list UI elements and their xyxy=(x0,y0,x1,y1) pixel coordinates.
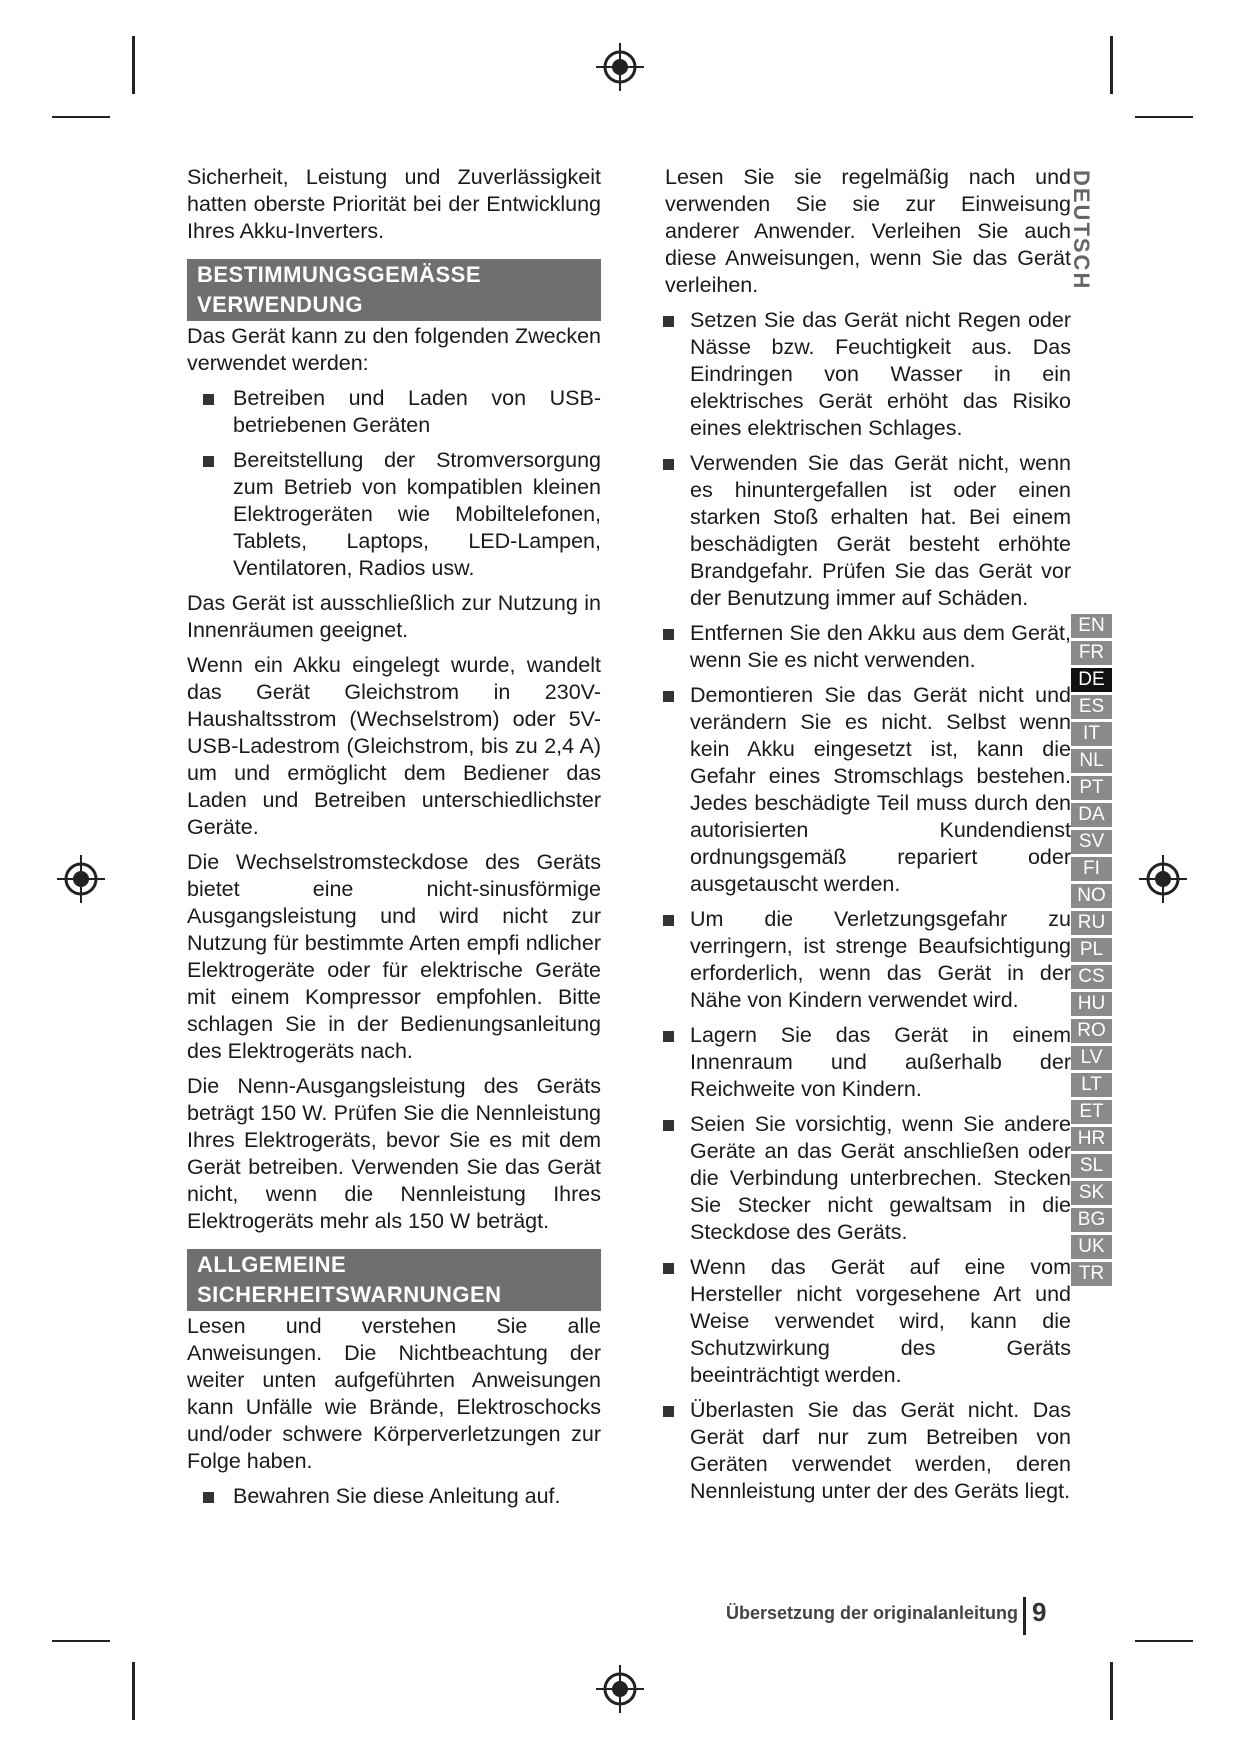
square-bullet-icon xyxy=(663,629,674,640)
language-tab-nl[interactable]: NL xyxy=(1071,749,1112,773)
language-tabs xyxy=(1071,614,1112,1289)
crop-mark xyxy=(132,36,135,94)
square-bullet-icon xyxy=(663,915,674,926)
language-tab-hu[interactable]: HU xyxy=(1071,992,1112,1016)
list-item: Setzen Sie das Gerät nicht Regen oder Nässe bzw. Feuchtigkeit aus. Das Eindringen von Wasser in ein elektrisches Gerät erhöht das Risiko eines elektrischen Schlages. xyxy=(690,307,1071,442)
crop-mark xyxy=(1110,36,1113,94)
square-bullet-icon xyxy=(663,1263,674,1274)
language-tab-fr[interactable]: FR xyxy=(1071,641,1112,665)
crop-mark xyxy=(1135,1640,1193,1642)
list-item: Bewahren Sie diese Anleitung auf. xyxy=(233,1483,601,1510)
registration-mark-icon xyxy=(596,43,644,91)
language-tab-cs[interactable]: CS xyxy=(1071,965,1112,989)
paragraph: Die Wechselstromsteckdose des Geräts bietet eine nicht-sinusförmige Ausgangsleistung und wird nicht zur Nutzung für bestimmte Arten empfi ndlicher Elektrogeräte oder für elektrische Geräte mit einem Kompressor empfohlen. Bitte schlagen Sie in der Bedienungsanleitung des Elektrogeräts nach. xyxy=(187,850,601,1063)
language-tab-es[interactable]: ES xyxy=(1071,695,1112,719)
language-tab-bg[interactable]: BG xyxy=(1071,1208,1112,1232)
intro-paragraph: Sicherheit, Leistung und Zuverlässigkeit hatten oberste Priorität bei der Entwicklung Ihres Akku-Inverters. xyxy=(187,165,601,243)
language-tab-lv[interactable]: LV xyxy=(1071,1046,1112,1070)
section-heading-intended-use: BESTIMMUNGSGEMÄSSE VERWENDUNG xyxy=(187,259,601,321)
registration-mark-icon xyxy=(1139,855,1187,903)
language-tab-ro[interactable]: RO xyxy=(1071,1019,1112,1043)
registration-mark-icon xyxy=(596,1665,644,1713)
right-column xyxy=(665,164,1071,1513)
language-tab-et[interactable]: ET xyxy=(1071,1100,1112,1124)
crop-mark xyxy=(1135,116,1193,118)
crop-mark xyxy=(52,1640,110,1642)
list-item: Seien Sie vorsichtig, wenn Sie andere Geräte an das Gerät anschließen oder die Verbindung unterbrechen. Stecken Sie Stecker nicht gewaltsam in die Steckdose des Geräts. xyxy=(690,1111,1071,1246)
continuation-paragraph: Lesen Sie sie regelmäßig nach und verwenden Sie sie zur Einweisung anderer Anwender. Verleihen Sie auch diese Anweisungen, wenn Sie das Gerät verleihen. xyxy=(665,165,1071,297)
language-tab-sk[interactable]: SK xyxy=(1071,1181,1112,1205)
paragraph: Wenn ein Akku eingelegt wurde, wandelt das Gerät Gleichstrom in 230V-Haushaltsstrom (Wechselstrom) oder 5V-USB-Ladestrom (Gleichstrom, bis zu 2,4 A) um und ermöglicht dem Bediener das Laden und Betreiben unterschiedlichster Geräte. xyxy=(187,653,601,839)
page-number: 9 xyxy=(1032,1597,1047,1627)
language-tab-pl[interactable]: PL xyxy=(1071,938,1112,962)
crop-mark xyxy=(132,1662,135,1720)
language-tab-de[interactable]: DE xyxy=(1071,668,1112,692)
list-item: Überlasten Sie das Gerät nicht. Das Gerät darf nur zum Betreiben von Geräten verwendet werden, deren Nennleistung unter der des Geräts liegt. xyxy=(690,1397,1071,1505)
language-tab-it[interactable]: IT xyxy=(1071,722,1112,746)
list-item: Betreiben und Laden von USB-betriebenen Geräten xyxy=(233,385,601,439)
paragraph: Das Gerät ist ausschließlich zur Nutzung in Innenräumen geeignet. xyxy=(187,591,601,642)
square-bullet-icon xyxy=(663,1031,674,1042)
left-column xyxy=(187,164,601,1518)
footer-divider xyxy=(1023,1597,1026,1635)
language-tab-pt[interactable]: PT xyxy=(1071,776,1112,800)
square-bullet-icon xyxy=(663,691,674,702)
square-bullet-icon xyxy=(663,1406,674,1417)
language-tab-uk[interactable]: UK xyxy=(1071,1235,1112,1259)
language-tab-ru[interactable]: RU xyxy=(1071,911,1112,935)
bullet-list xyxy=(187,385,601,582)
square-bullet-icon xyxy=(663,316,674,327)
language-tab-fi[interactable]: FI xyxy=(1071,857,1112,881)
paragraph: Die Nenn-Ausgangsleistung des Geräts beträgt 150 W. Prüfen Sie die Nennleistung Ihres Elektrogeräts, bevor Sie es mit dem Gerät betreiben. Verwenden Sie das Gerät nicht, wenn die Nennleistung Ihres Elektrogeräts mehr als 150 W beträgt. xyxy=(187,1074,601,1233)
square-bullet-icon xyxy=(203,456,214,467)
list-item: Lagern Sie das Gerät in einem Innenraum und außerhalb der Reichweite von Kindern. xyxy=(690,1022,1071,1103)
list-item: Entfernen Sie den Akku aus dem Gerät, wenn Sie es nicht verwenden. xyxy=(690,620,1071,674)
language-tab-sv[interactable]: SV xyxy=(1071,830,1112,854)
list-item: Bereitstellung der Stromversorgung zum Betrieb von kompatiblen kleinen Elektrogeräten wie Mobiltelefonen, Tablets, Laptops, LED-Lampen, Ventilatoren, Radios usw. xyxy=(233,447,601,582)
section-lead: Lesen und verstehen Sie alle Anweisungen. Die Nichtbeachtung der weiter unten aufgeführten Anweisungen kann Unfälle wie Brände, Elektroschocks und/oder schwere Körperverletzungen zur Folge haben. xyxy=(187,1314,601,1473)
language-tab-no[interactable]: NO xyxy=(1071,884,1112,908)
list-item: Wenn das Gerät auf eine vom Hersteller nicht vorgesehene Art und Weise verwendet wird, kann die Schutzwirkung des Geräts beeinträchtigt werden. xyxy=(690,1254,1071,1389)
language-tab-sl[interactable]: SL xyxy=(1071,1154,1112,1178)
square-bullet-icon xyxy=(203,1492,214,1503)
square-bullet-icon xyxy=(203,394,214,405)
square-bullet-icon xyxy=(663,459,674,470)
list-item: Demontieren Sie das Gerät nicht und verändern Sie es nicht. Selbst wenn kein Akku eingesetzt ist, kann die Gefahr eines Stromschlags bestehen. Jedes beschädigte Teil muss durch den autorisierten Kundendienst ordnungsgemäß repariert oder ausgetauscht werden. xyxy=(690,682,1071,898)
bullet-list xyxy=(665,307,1071,1505)
list-item: Verwenden Sie das Gerät nicht, wenn es hinuntergefallen ist oder einen starken Stoß erhalten hat. Bei einem beschädigten Gerät besteht erhöhte Brandgefahr. Prüfen Sie das Gerät vor der Benutzung immer auf Schäden. xyxy=(690,450,1071,612)
footer-text: Übersetzung der originalanleitung xyxy=(725,1603,1018,1623)
section-heading-safety-warnings: ALLGEMEINE SICHERHEITSWARNUNGEN xyxy=(187,1249,601,1311)
page-footer xyxy=(670,1595,1070,1635)
registration-mark-icon xyxy=(57,855,105,903)
language-tab-tr[interactable]: TR xyxy=(1071,1262,1112,1286)
section-lead: Das Gerät kann zu den folgenden Zwecken verwendet werden: xyxy=(187,324,601,375)
list-item: Um die Verletzungsgefahr zu verringern, ist strenge Beaufsichtigung erforderlich, wenn das Gerät in der Nähe von Kindern verwendet wird. xyxy=(690,906,1071,1014)
language-tab-hr[interactable]: HR xyxy=(1071,1127,1112,1151)
bullet-list xyxy=(187,1483,601,1510)
crop-mark xyxy=(52,116,110,118)
language-label: DEUTSCH xyxy=(1069,170,1094,291)
language-tab-lt[interactable]: LT xyxy=(1071,1073,1112,1097)
language-tab-en[interactable]: EN xyxy=(1071,614,1112,638)
square-bullet-icon xyxy=(663,1120,674,1131)
language-tab-da[interactable]: DA xyxy=(1071,803,1112,827)
crop-mark xyxy=(1110,1662,1113,1720)
